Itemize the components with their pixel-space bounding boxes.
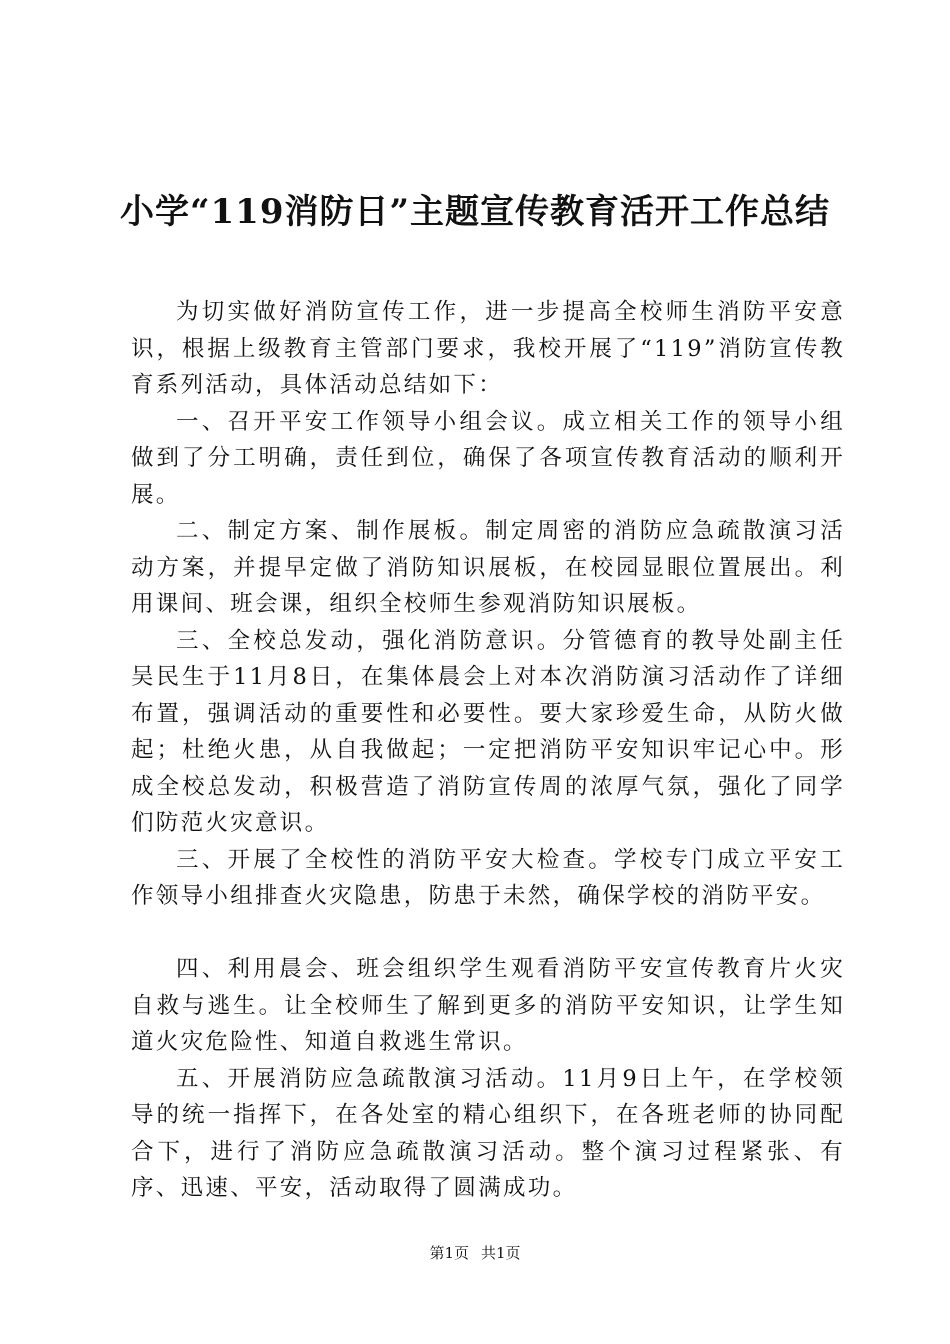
page-total: 共1页 [481,1244,521,1262]
paragraph-intro: 为切实做好消防宣传工作，进一步提高全校师生消防平安意识，根据上级教育主管部门要求，我校开展了“119”消防宣传教育系列活动，具体活动总结如下： [131,299,845,398]
paragraph-inspection: 三、开展了全校性的消防平安大检查。学校专门成立平安工作领导小组排查火灾隐患，防患于未然，确保学校的消防平安。 [131,846,845,909]
document-title: 小学“119消防日”主题宣传教育活开工作总结 [119,192,831,232]
paragraph-plan: 二、制定方案、制作展板。制定周密的消防应急疏散演习活动方案，并提早定做了消防知识展板，在校园显眼位置展出。利用课间、班会课，组织全校师生参观消防知识展板。 [131,518,845,617]
paragraph-spacer [131,915,845,952]
paragraph-mobilize: 三、全校总发动，强化消防意识。分管德育的教导处副主任吴民生于11月8日，在集体晨会上对本次消防演习活动作了详细布置，强调活动的重要性和必要性。要大家珍爱生命，从防火做起；杜绝火患，从自我做起；一定把消防平安知识牢记心中。形成全校总发动，积极营造了消防宣传周的浓厚气氛，强化了同学们防范火灾意识。 [131,627,845,836]
document-body [131,294,845,1207]
paragraph-meeting: 一、召开平安工作领导小组会议。成立相关工作的领导小组做到了分工明确，责任到位，确保了各项宣传教育活动的顺利开展。 [131,408,845,508]
page-footer [0,1243,950,1263]
paragraph-drill: 五、开展消防应急疏散演习活动。11月9日上午，在学校领导的统一指挥下，在各处室的精心组织下，在各班老师的协同配合下，进行了消防应急疏散演习活动。整个演习过程紧张、有序、迅速、平安，活动取得了圆满成功。 [131,1065,845,1201]
page-number: 第1页 [429,1244,469,1262]
paragraph-video: 四、利用晨会、班会组织学生观看消防平安宣传教育片火灾自救与逃生。让全校师生了解到更多的消防平安知识，让学生知道火灾危险性、知道自救逃生常识。 [131,956,845,1055]
